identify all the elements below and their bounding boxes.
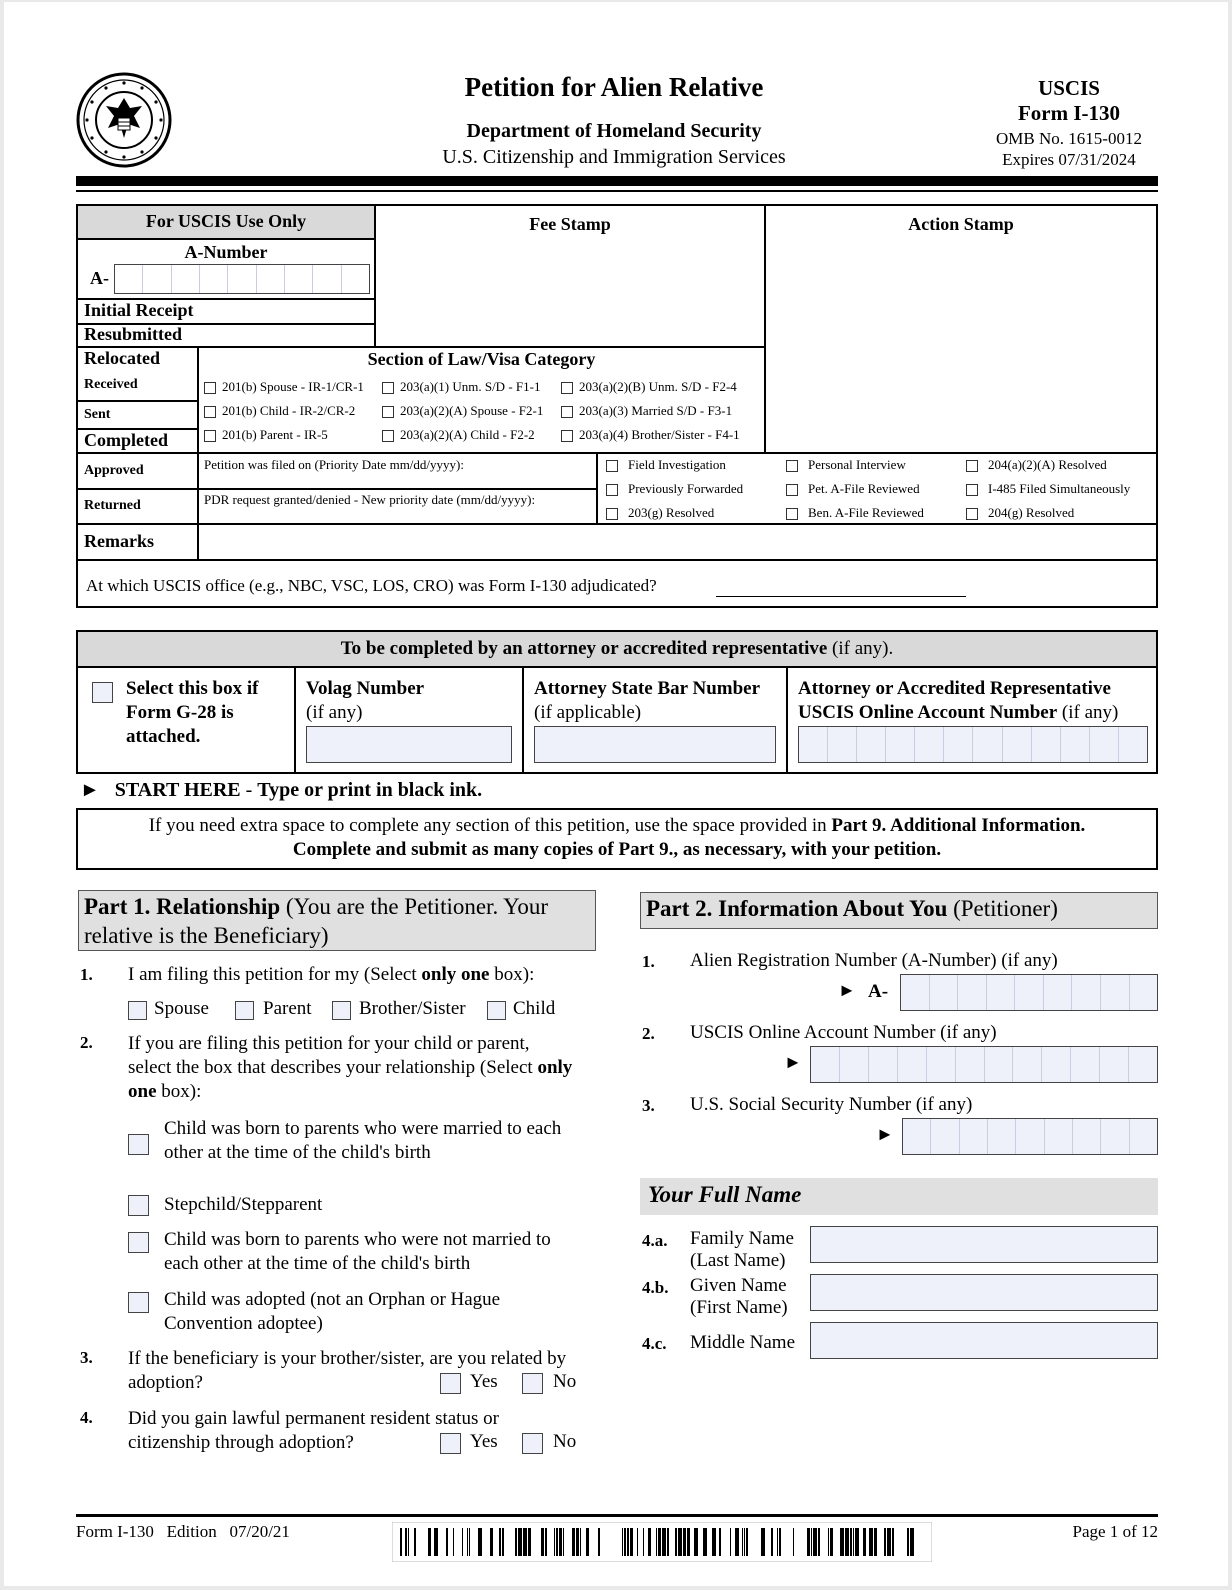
notice-line-1 bbox=[78, 815, 1156, 837]
q4-no-checkbox[interactable] bbox=[522, 1433, 543, 1454]
visa-option-label: 203(a)(3) Married S/D - F3-1 bbox=[579, 403, 733, 418]
form-title: Petition for Alien Relative bbox=[464, 72, 764, 102]
notice-text: If you need extra space to complete any section of this petition, use the space provided in bbox=[148, 815, 832, 836]
check-label: Previously Forwarded bbox=[628, 481, 744, 496]
fee-stamp-label: Fee Stamp bbox=[529, 214, 611, 234]
p2-q4c-number: 4.c. bbox=[642, 1334, 667, 1353]
ssn-input[interactable] bbox=[902, 1118, 1158, 1155]
form-number: Form I-130 bbox=[1017, 101, 1121, 125]
volag-sub: (if any) bbox=[306, 702, 363, 723]
notice-line-2: Complete and submit as many copies of Part 9., as necessary, with your petition. bbox=[292, 839, 942, 860]
ben-afile-reviewed-checkbox[interactable] bbox=[786, 508, 798, 520]
visa-f4-1-checkbox[interactable] bbox=[561, 430, 573, 442]
arrow-icon: ► bbox=[876, 1124, 894, 1144]
child-label: Child bbox=[513, 998, 556, 1019]
visa-f2-1-checkbox[interactable] bbox=[382, 406, 394, 418]
visa-option-label: 203(a)(2)(A) Spouse - F2-1 bbox=[400, 403, 544, 418]
start-here-label: START HERE bbox=[114, 779, 241, 801]
attorney-header-note: (if any). bbox=[827, 638, 894, 659]
adopted-label bbox=[164, 1288, 500, 1336]
visa-option-label: 203(a)(2)(B) Unm. S/D - F2-4 bbox=[579, 379, 737, 394]
q3-number: 3. bbox=[80, 1348, 93, 1367]
start-instruction: Type or print in black ink. bbox=[257, 779, 483, 801]
given-name-label bbox=[690, 1275, 788, 1319]
footer-page-number: Page 1 of 12 bbox=[1072, 1522, 1158, 1541]
q3-text bbox=[128, 1347, 566, 1395]
part2-title bbox=[646, 896, 1058, 922]
stepchild-checkbox[interactable] bbox=[128, 1195, 149, 1216]
part1-title-note: (You are the Petitioner. Your bbox=[280, 894, 549, 919]
a-number-prefix: A- bbox=[868, 981, 889, 1002]
adopted-line: Child was adopted (not an Orphan or Hague bbox=[164, 1289, 501, 1310]
bar-number-title: Attorney State Bar Number bbox=[534, 678, 761, 699]
204a2a-resolved-checkbox[interactable] bbox=[966, 460, 978, 472]
footer-rule bbox=[76, 1514, 1158, 1517]
adopted-checkbox[interactable] bbox=[128, 1292, 149, 1313]
previously-forwarded-checkbox[interactable] bbox=[606, 484, 618, 496]
stepchild-label: Stepchild/Stepparent bbox=[164, 1194, 323, 1215]
online-account-input[interactable] bbox=[810, 1046, 1158, 1083]
child-checkbox[interactable] bbox=[487, 1001, 506, 1020]
start-here bbox=[80, 779, 482, 802]
q3-line-1: If the beneficiary is your brother/sister, are you related by bbox=[128, 1348, 567, 1369]
visa-child-ir2-checkbox[interactable] bbox=[204, 406, 216, 418]
part2-title-note: (Petitioner) bbox=[947, 896, 1058, 921]
agency-name: U.S. Citizenship and Immigration Services bbox=[442, 146, 786, 168]
start-arrow-icon: ► bbox=[80, 779, 100, 801]
family-name-input[interactable] bbox=[810, 1226, 1158, 1263]
born-unmarried-checkbox[interactable] bbox=[128, 1232, 149, 1253]
divider bbox=[78, 488, 598, 490]
bar-number-sub: (if applicable) bbox=[534, 702, 642, 723]
check-label: 204(g) Resolved bbox=[988, 505, 1075, 520]
visa-parent-ir5-checkbox[interactable] bbox=[204, 430, 216, 442]
g28-label-line: attached. bbox=[126, 726, 201, 747]
returned-label: Returned bbox=[84, 498, 141, 513]
personal-interview-checkbox[interactable] bbox=[786, 460, 798, 472]
part1-title bbox=[84, 892, 548, 950]
q4-yes-label: Yes bbox=[470, 1431, 498, 1452]
q1-number: 1. bbox=[80, 965, 93, 984]
volag-number-input[interactable] bbox=[306, 726, 512, 763]
visa-option-label: 201(b) Spouse - IR-1/CR-1 bbox=[222, 379, 364, 394]
divider bbox=[596, 454, 598, 525]
bar-number-input[interactable] bbox=[534, 726, 776, 763]
dhs-seal-icon bbox=[76, 72, 172, 168]
visa-f2-4-checkbox[interactable] bbox=[561, 382, 573, 394]
part2-title-bold: Part 2. Information About You bbox=[646, 896, 948, 921]
received-label: Received bbox=[84, 377, 138, 392]
section-of-law-label: Section of Law/Visa Category bbox=[367, 349, 596, 369]
priority-date-label: Petition was filed on (Priority Date mm/dd/yyyy): bbox=[204, 457, 464, 472]
approved-label: Approved bbox=[84, 463, 144, 478]
uscis-label: USCIS bbox=[1038, 76, 1100, 100]
q1-text-c: box): bbox=[489, 964, 535, 985]
q3-yes-checkbox[interactable] bbox=[440, 1373, 461, 1394]
visa-f2-2-checkbox[interactable] bbox=[382, 430, 394, 442]
born-married-checkbox[interactable] bbox=[128, 1134, 149, 1155]
g28-label-line: Select this box if bbox=[126, 678, 259, 699]
check-label: Ben. A-File Reviewed bbox=[808, 505, 924, 520]
visa-option-label: 203(a)(4) Brother/Sister - F4-1 bbox=[579, 427, 740, 442]
divider bbox=[78, 559, 1156, 561]
check-label: 203(g) Resolved bbox=[628, 505, 715, 520]
divider bbox=[197, 348, 199, 560]
footer-form-edition: Form I-130 Edition 07/20/21 bbox=[76, 1522, 290, 1541]
q1-text-b: only one bbox=[421, 964, 490, 985]
check-label: Field Investigation bbox=[628, 457, 726, 472]
a-number-prefix: A- bbox=[90, 268, 109, 288]
full-name-title: Your Full Name bbox=[648, 1182, 802, 1207]
divider bbox=[78, 400, 198, 402]
family-name-line: Family Name bbox=[690, 1228, 794, 1249]
visa-option-label: 203(a)(1) Unm. S/D - F1-1 bbox=[400, 379, 541, 394]
spouse-checkbox[interactable] bbox=[128, 1001, 147, 1020]
q4-line-2: citizenship through adoption? bbox=[128, 1432, 354, 1453]
divider bbox=[294, 668, 296, 772]
family-name-label bbox=[690, 1228, 794, 1272]
given-name-line: (First Name) bbox=[690, 1297, 788, 1318]
q4-no-label: No bbox=[553, 1431, 577, 1452]
uscis-use-label: For USCIS Use Only bbox=[145, 211, 307, 231]
i485-filed-checkbox[interactable] bbox=[966, 484, 978, 496]
remarks-label: Remarks bbox=[84, 531, 154, 551]
attorney-account-line: USCIS Online Account Number bbox=[798, 702, 1058, 723]
divider bbox=[522, 668, 524, 772]
visa-spouse-ir1-checkbox[interactable] bbox=[204, 382, 216, 394]
bar-number-label bbox=[534, 677, 760, 725]
resubmitted-label: Resubmitted bbox=[84, 324, 182, 344]
q2-line-3: box): bbox=[156, 1081, 202, 1102]
q2-text bbox=[128, 1032, 572, 1104]
p2-q4a-number: 4.a. bbox=[642, 1231, 668, 1250]
omb-number: OMB No. 1615-0012 bbox=[996, 129, 1142, 148]
attorney-account-label bbox=[798, 677, 1118, 725]
middle-name-label: Middle Name bbox=[690, 1332, 796, 1353]
q4-number: 4. bbox=[80, 1408, 93, 1427]
q3-yes-label: Yes bbox=[470, 1371, 498, 1392]
q2-line-2-bold: only bbox=[537, 1057, 573, 1078]
adjudicated-office-label: At which USCIS office (e.g., NBC, VSC, LOS, CRO) was Form I-130 adjudicated? bbox=[86, 576, 657, 595]
check-label: Personal Interview bbox=[808, 457, 906, 472]
header-rule-thin bbox=[76, 190, 1158, 192]
a-number-label: A-Number bbox=[184, 242, 268, 262]
field-investigation-checkbox[interactable] bbox=[606, 460, 618, 472]
given-name-input[interactable] bbox=[810, 1274, 1158, 1311]
q3-no-label: No bbox=[553, 1371, 577, 1392]
attorney-header-text bbox=[78, 638, 1156, 660]
visa-f1-1-checkbox[interactable] bbox=[382, 382, 394, 394]
completed-label: Completed bbox=[84, 430, 168, 450]
divider bbox=[78, 452, 1156, 454]
arrow-icon: ► bbox=[838, 980, 856, 1000]
q4-yes-checkbox[interactable] bbox=[440, 1433, 461, 1454]
pet-afile-reviewed-checkbox[interactable] bbox=[786, 484, 798, 496]
203g-resolved-checkbox[interactable] bbox=[606, 508, 618, 520]
q1-text-a: I am filing this petition for my (Select bbox=[128, 964, 422, 985]
q2-number: 2. bbox=[80, 1033, 93, 1052]
ssn-question: U.S. Social Security Number (if any) bbox=[690, 1094, 973, 1115]
visa-option-label: 203(a)(2)(A) Child - F2-2 bbox=[400, 427, 535, 442]
q4-line-1: Did you gain lawful permanent resident status or bbox=[128, 1408, 499, 1429]
born-unmarried-line: Child was born to parents who were not married to bbox=[164, 1229, 551, 1250]
g28-label bbox=[126, 677, 258, 749]
part1-title-bold: Part 1. Relationship bbox=[84, 894, 281, 919]
expiration-date: Expires 07/31/2024 bbox=[1002, 150, 1136, 169]
born-married-label bbox=[164, 1117, 561, 1165]
born-married-line: Child was born to parents who were married to each bbox=[164, 1118, 562, 1139]
barcode-icon bbox=[392, 1522, 932, 1562]
part1-title-note-2: relative is the Beneficiary) bbox=[84, 923, 329, 948]
g28-attached-checkbox[interactable] bbox=[92, 682, 113, 703]
initial-receipt-label: Initial Receipt bbox=[84, 300, 194, 320]
p2-q3-number: 3. bbox=[642, 1096, 655, 1115]
online-account-question: USCIS Online Account Number (if any) bbox=[690, 1022, 997, 1043]
form-page bbox=[4, 2, 1228, 1586]
adopted-line: Convention adoptee) bbox=[164, 1313, 323, 1334]
notice-part9: Part 9. Additional Information. bbox=[831, 815, 1086, 836]
relocated-label: Relocated bbox=[84, 348, 160, 368]
born-unmarried-line: each other at the time of the child's birth bbox=[164, 1253, 471, 1274]
given-name-line: Given Name bbox=[690, 1275, 787, 1296]
parent-checkbox[interactable] bbox=[235, 1001, 254, 1020]
divider bbox=[764, 206, 766, 454]
visa-option-label: 201(b) Child - IR-2/CR-2 bbox=[222, 403, 356, 418]
check-label: Pet. A-File Reviewed bbox=[808, 481, 920, 496]
visa-option-label: 201(b) Parent - IR-5 bbox=[222, 427, 328, 442]
brother-sister-label: Brother/Sister bbox=[359, 998, 466, 1019]
q3-no-checkbox[interactable] bbox=[522, 1373, 543, 1394]
attorney-account-line: Attorney or Accredited Representative bbox=[798, 678, 1111, 699]
adjudicated-office-line[interactable] bbox=[716, 596, 966, 597]
middle-name-input[interactable] bbox=[810, 1322, 1158, 1359]
q1-text bbox=[128, 964, 534, 986]
born-married-line: other at the time of the child's birth bbox=[164, 1142, 431, 1163]
check-label: 204(a)(2)(A) Resolved bbox=[988, 457, 1107, 472]
divider bbox=[786, 668, 788, 772]
attorney-account-sub: (if any) bbox=[1057, 702, 1119, 723]
spouse-label: Spouse bbox=[154, 998, 209, 1019]
p2-q4b-number: 4.b. bbox=[642, 1278, 669, 1297]
divider bbox=[78, 523, 1156, 525]
volag-label bbox=[306, 677, 424, 725]
action-stamp-label: Action Stamp bbox=[908, 214, 1014, 234]
a-number-input[interactable] bbox=[900, 974, 1158, 1011]
parent-label: Parent bbox=[263, 998, 312, 1019]
p2-q1-number: 1. bbox=[642, 952, 655, 971]
a-number-question: Alien Registration Number (A-Number) (if any) bbox=[690, 950, 1058, 971]
start-dash: - bbox=[240, 779, 258, 801]
header-rule-thick bbox=[76, 176, 1158, 186]
pdr-label: PDR request granted/denied - New priority date (mm/dd/yyyy): bbox=[204, 492, 536, 507]
p2-q2-number: 2. bbox=[642, 1024, 655, 1043]
q2-line-1: If you are filing this petition for your child or parent, bbox=[128, 1033, 530, 1054]
q2-line-3-bold: one bbox=[128, 1081, 157, 1102]
q2-line-2: select the box that describes your relationship (Select bbox=[128, 1057, 538, 1078]
volag-title: Volag Number bbox=[306, 678, 425, 699]
sent-label: Sent bbox=[84, 407, 111, 422]
department-name: Department of Homeland Security bbox=[466, 120, 762, 142]
q3-line-2: adoption? bbox=[128, 1372, 203, 1393]
visa-f3-1-checkbox[interactable] bbox=[561, 406, 573, 418]
attorney-header-bold: To be completed by an attorney or accredited representative bbox=[340, 638, 828, 659]
born-unmarried-label bbox=[164, 1228, 551, 1276]
check-label: I-485 Filed Simultaneously bbox=[988, 481, 1131, 496]
family-name-line: (Last Name) bbox=[690, 1250, 786, 1271]
attorney-account-number-input[interactable] bbox=[798, 726, 1148, 763]
g28-label-line: Form G-28 is bbox=[126, 702, 234, 723]
arrow-icon: ► bbox=[784, 1052, 802, 1072]
brother-sister-checkbox[interactable] bbox=[332, 1001, 351, 1020]
divider bbox=[78, 346, 766, 348]
204g-resolved-checkbox[interactable] bbox=[966, 508, 978, 520]
office-a-number-field[interactable] bbox=[114, 264, 370, 294]
